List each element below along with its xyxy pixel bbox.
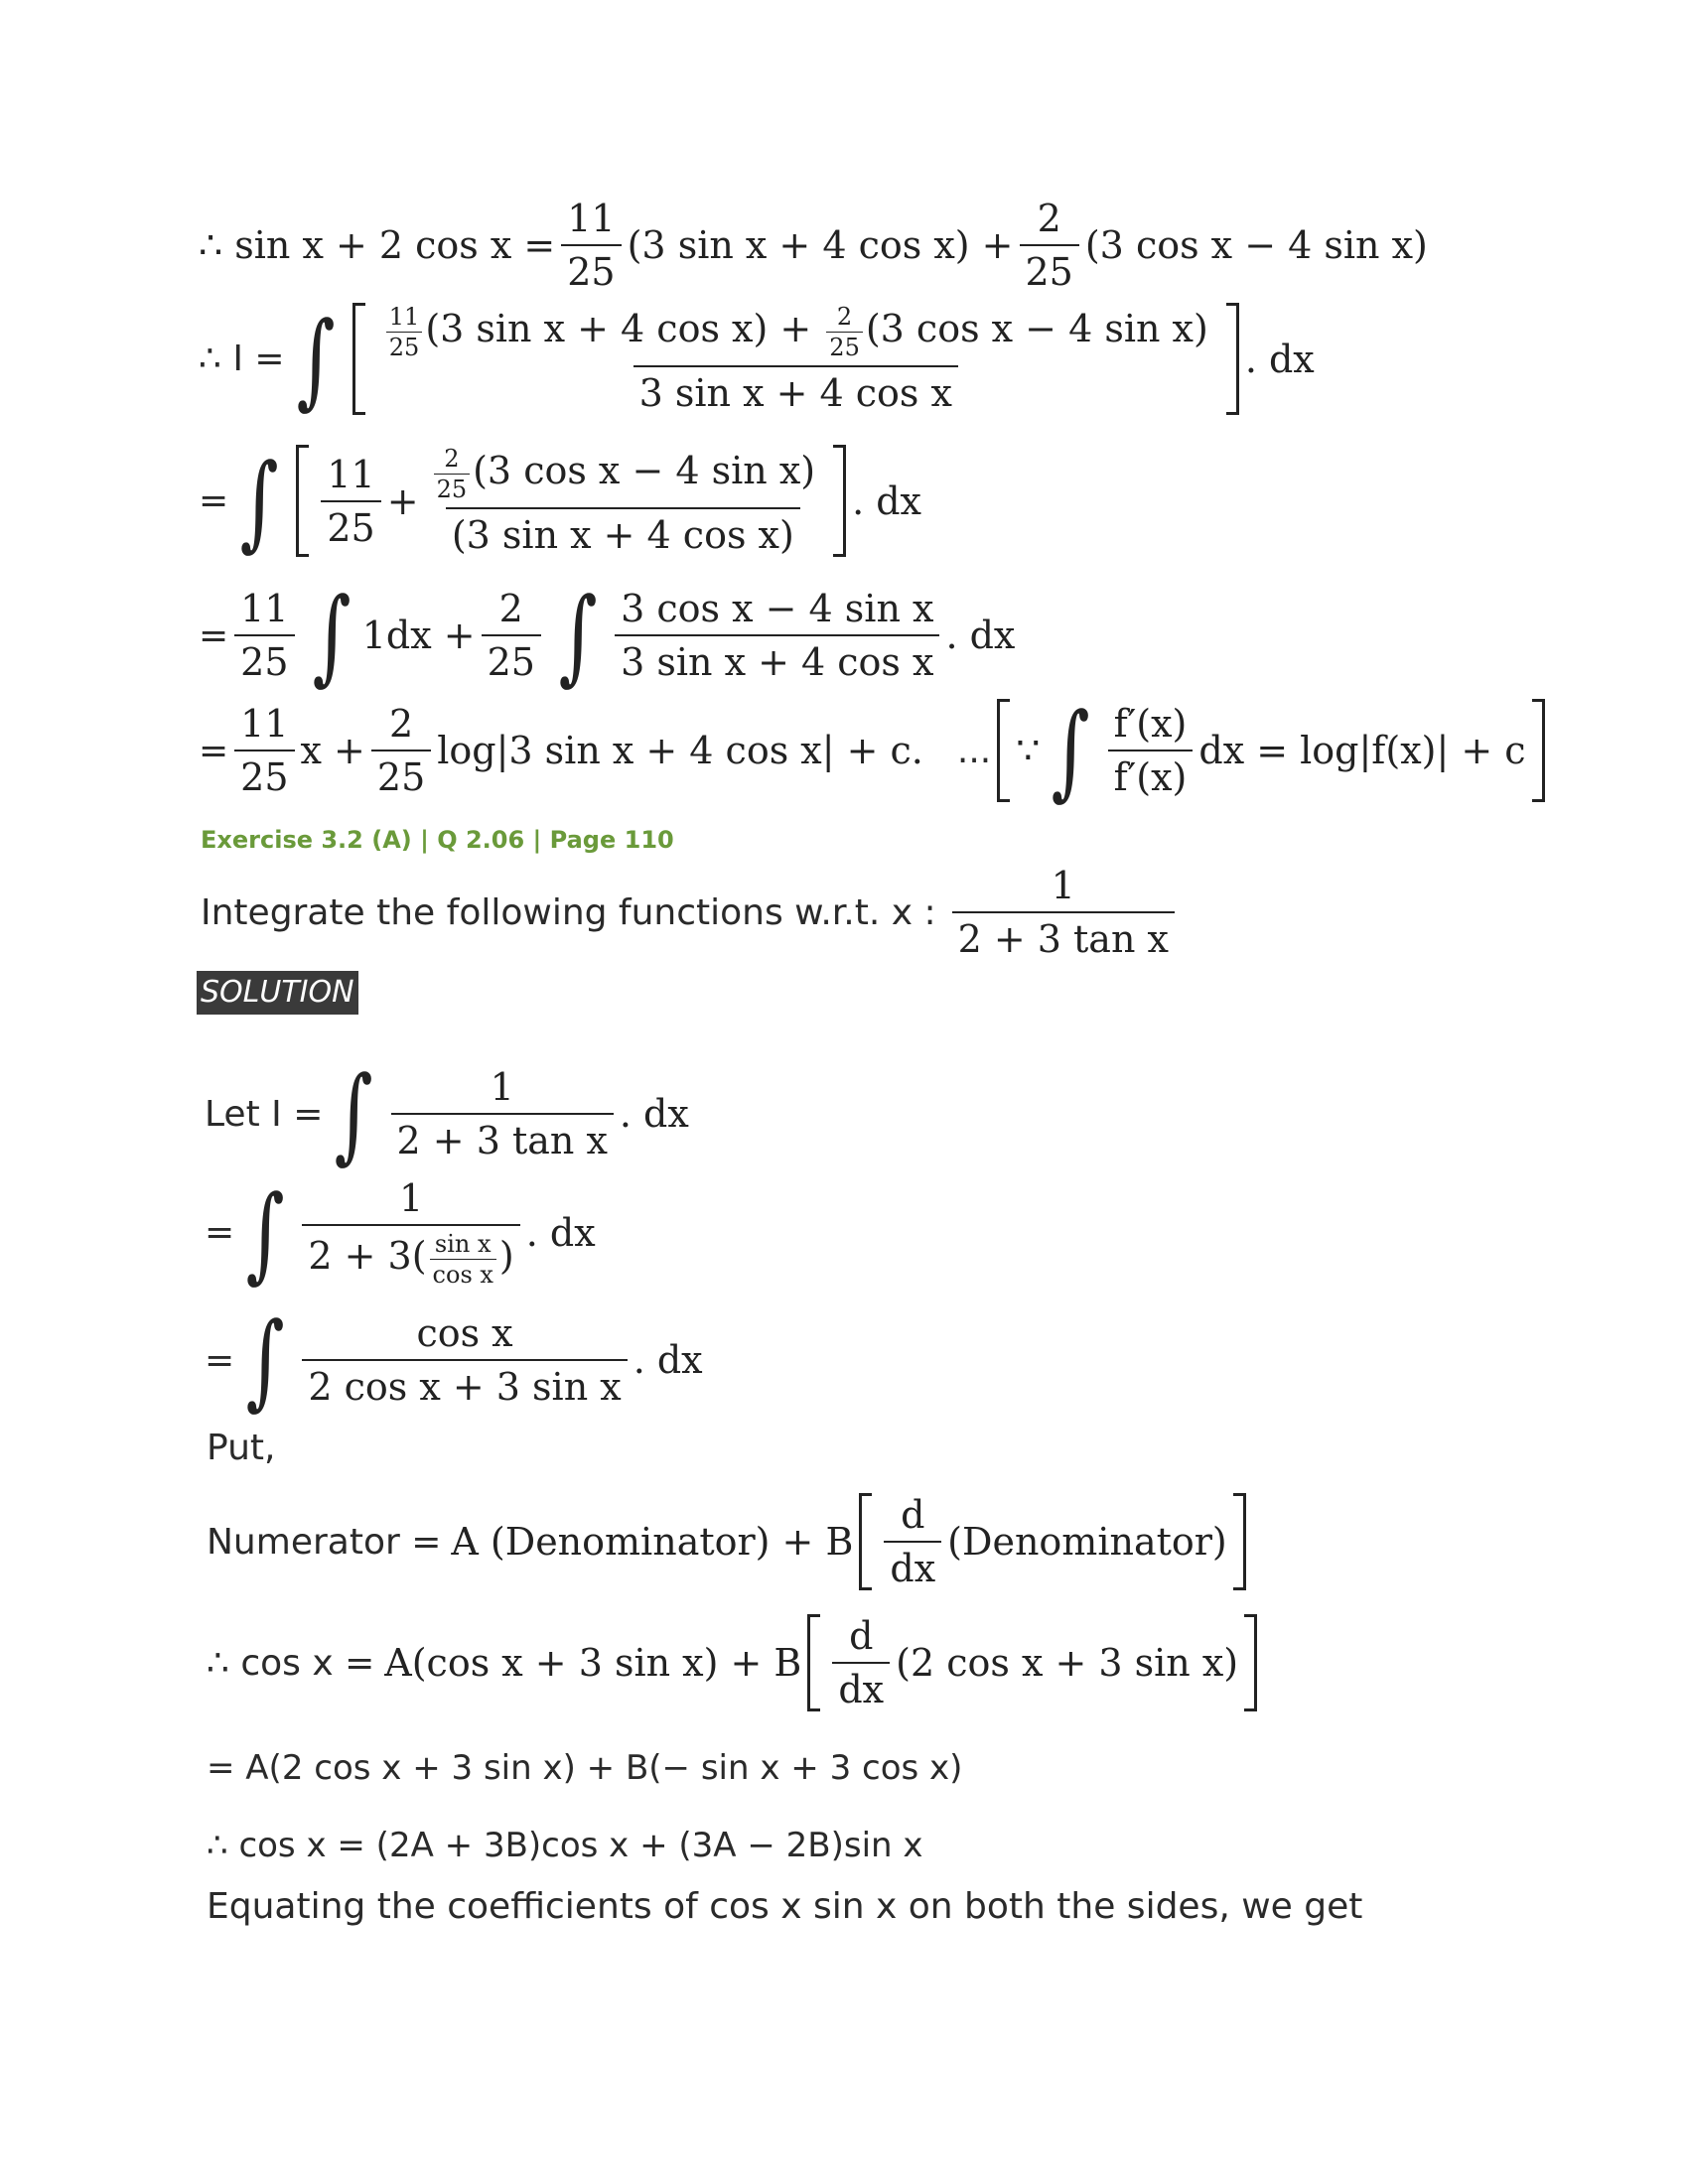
fraction-small: $\frac{2}{25}$ (826, 303, 863, 361)
fraction: $\frac{11}{25}$ (234, 587, 294, 684)
fraction: $\frac{11}{25}$ (321, 453, 380, 550)
fraction: $\frac{11}{25}$ (3 sin x + 4 cos x) + $\frac{2}{25}$ (3 cos x − 4 sin x) 3 sin x + 4 cos x (377, 303, 1214, 415)
differential: . dx (633, 1338, 703, 1382)
question-text: Integrate the following functions w.r.t. x : (201, 891, 936, 933)
equation-line-step-3: = $\frac{11}{25}$ ∫ 1dx + $\frac{2}{25}$ ∫ $\frac{\text{3 cos x − 4 sin x}}{\text{3 sin x + 4 cos x}}$ . dx (199, 575, 1016, 696)
equation-lhs: ∴ sin x + 2 cos x = (199, 223, 556, 267)
equation-line-i-definition (199, 298, 1688, 420)
integral-sign: ∫ (296, 298, 336, 420)
equation-lhs: ∴ I = (199, 339, 285, 379)
differential: . dx (619, 1092, 689, 1136)
bracket-group: $\frac{11}{25}$ + $\frac{2}{25}$ (3 cos x − 4 sin x) (3 sin x + 4 cos x) (290, 445, 852, 557)
fraction-small: $\frac{11}{25}$ (386, 303, 423, 361)
differential: . dx (852, 478, 921, 523)
integral-sign: ∫ (239, 440, 279, 562)
equation-line-step-4: = $\frac{11}{25}$ x + $\frac{2}{25}$ log|3 sin x + 4 cos x| + c. ... ∵ ∫ $\frac{f'(x)}{f'(x)}$ dx = log|f(x)| + c (199, 699, 1688, 802)
solution-put: Put, (207, 1427, 276, 1468)
left-bracket (296, 445, 309, 557)
equation-line-identity (199, 197, 1688, 294)
bracket-group: $\frac{d}{dx}$ (2 cos x + 3 sin x) (801, 1614, 1263, 1711)
integral-sign: ∫ (245, 1299, 285, 1421)
question-fraction: $\frac{1}{\text{2 + 3 tan x}}$ (952, 864, 1175, 961)
equation-term: (3 cos x − 4 sin x) (1084, 223, 1428, 267)
fraction: $\frac{2}{25}$ (1020, 197, 1079, 294)
integral-sign: ∫ (312, 575, 352, 696)
integral-sign: ∫ (558, 575, 598, 696)
fraction: 1 2 + 3( $\frac{\text{sin x}}{\text{cos x}}$ ) (302, 1176, 519, 1289)
integral-sign: ∫ (1052, 690, 1091, 811)
solution-line-expand: = A(2 cos x + 3 sin x) + B(− sin x + 3 cos x) (207, 1748, 963, 1788)
question-line (201, 864, 1688, 961)
right-bracket (1244, 1614, 1257, 1711)
fraction: $\frac{f'(x)}{f'(x)}$ (1108, 702, 1194, 799)
right-bracket (833, 445, 846, 557)
solution-line-numerator: Numerator = A (Denominator) + B $\frac{d}{dx}$ (Denominator) (207, 1493, 1688, 1590)
solution-line-simplified: = ∫ $\frac{\text{cos x}}{\text{2 cos x + 3 sin x}}$ . dx (205, 1299, 703, 1421)
fraction: $\frac{2}{25}$ (3 cos x − 4 sin x) (3 sin x + 4 cos x) (425, 445, 822, 557)
fraction: $\frac{\text{cos x}}{\text{2 cos x + 3 sin x}}$ (302, 1311, 627, 1409)
integral-sign: ∫ (334, 1053, 373, 1174)
bracket-group: ∵ ∫ $\frac{f'(x)}{f'(x)}$ dx = log|f(x)| + c (991, 699, 1550, 802)
fraction: $\frac{d}{dx}$ (884, 1493, 941, 1590)
right-bracket (1226, 303, 1239, 415)
integral-sign: ∫ (245, 1171, 285, 1294)
fraction-small: $\frac{2}{25}$ (434, 445, 471, 503)
fraction: $\frac{d}{dx}$ (832, 1614, 890, 1711)
right-bracket (1532, 699, 1545, 802)
differential: . dx (945, 614, 1016, 657)
fraction: $\frac{2}{25}$ (482, 587, 541, 684)
exercise-header: Exercise 3.2 (A) | Q 2.06 | Page 110 (201, 826, 674, 854)
differential: . dx (525, 1210, 596, 1255)
fraction: $\frac{11}{25}$ (234, 702, 294, 799)
differential: . dx (1244, 337, 1315, 381)
bracket-group (347, 303, 1245, 415)
left-bracket (807, 1614, 820, 1711)
left-bracket (997, 699, 1010, 802)
fraction: $\frac{11}{25}$ (561, 197, 621, 294)
solution-line-collect: ∴ cos x = (2A + 3B)cos x + (3A − 2B)sin x (207, 1826, 923, 1865)
left-bracket (859, 1493, 872, 1590)
left-bracket (352, 303, 365, 415)
equation-line-step-2: = ∫ $\frac{11}{25}$ + $\frac{2}{25}$ (3 cos x − 4 sin x) (3 sin x + 4 cos x) . dx (199, 440, 921, 562)
solution-label: SOLUTION (197, 971, 358, 1015)
fraction: $\frac{1}{\text{2 + 3 tan x}}$ (391, 1065, 614, 1162)
solution-line-substitute: = ∫ 1 2 + 3( $\frac{\text{sin x}}{\text{cos x}}$ ) . dx (205, 1171, 596, 1294)
bracket-group: $\frac{d}{dx}$ (Denominator) (853, 1493, 1251, 1590)
solution-line-equating: Equating the coefficients of cos x sin x on both the sides, we get (207, 1885, 1363, 1927)
fraction: $\frac{\text{3 cos x − 4 sin x}}{\text{3 sin x + 4 cos x}}$ (615, 587, 939, 684)
solution-line-cos: ∴ cos x = A(cos x + 3 sin x) + B $\frac{d}{dx}$ (2 cos x + 3 sin x) (207, 1614, 1688, 1711)
solution-line-let: Let I = ∫ $\frac{1}{\text{2 + 3 tan x}}$ . dx (205, 1053, 689, 1174)
fraction-small: $\frac{\text{sin x}}{\text{cos x}}$ (430, 1230, 496, 1289)
fraction: $\frac{2}{25}$ (371, 702, 431, 799)
equation-term: (3 sin x + 4 cos x) + (627, 223, 1014, 267)
right-bracket (1233, 1493, 1246, 1590)
